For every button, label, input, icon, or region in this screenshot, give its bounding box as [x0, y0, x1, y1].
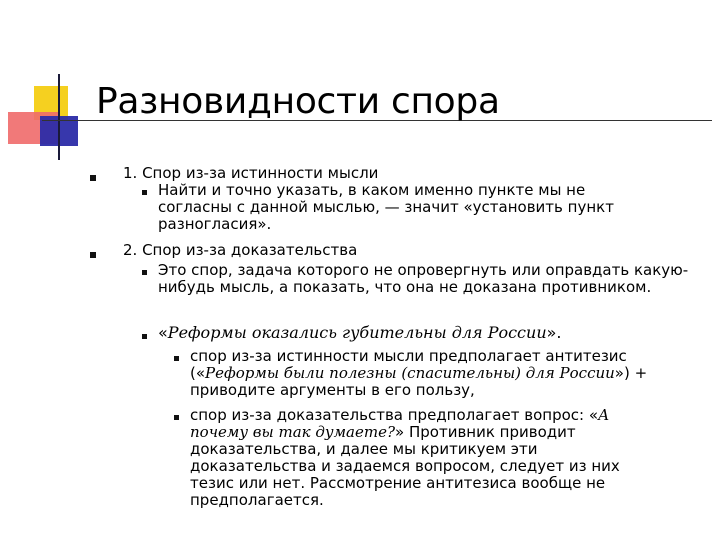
bullet-icon — [142, 190, 147, 195]
bullet-icon — [90, 175, 96, 181]
decor-vertical-line — [58, 74, 60, 160]
bullet-icon — [174, 356, 179, 361]
example-antithesis: спор из-за истинности мысли предполагает антитезис («Реформы были полезны (спасительны) для России») + приводите аргументы в его пользу, — [190, 347, 648, 399]
point-2-detail: Это спор, задача которого не опровергнуть или оправдать какую-нибудь мысль, а показать, что она не доказана противником. — [158, 261, 689, 296]
slide-title: Разновидности спора — [96, 81, 500, 122]
bullet-icon — [142, 334, 147, 339]
bullet-icon — [142, 270, 147, 275]
example-thesis: «Реформы оказались губительны для России». — [158, 323, 562, 342]
point-2: 2. Спор из-за доказательства — [123, 241, 358, 259]
bullet-icon — [90, 252, 96, 258]
point-1: 1. Спор из-за истинности мысли — [123, 164, 379, 182]
bullet-icon — [174, 415, 179, 420]
example-question: спор из-за доказательства предполагает вопрос: «А почему вы так думаете?» Противник приводит доказательства, и далее мы критикуем эти доказательства и задаемся вопросом, следует из них тезис или нет. Рассмотрение антитезиса вообще не предполагается. — [190, 406, 620, 509]
point-1-detail: Найти и точно указать, в каком именно пункте мы не согласны с данной мыслью, — значит «установить пункт разногласия». — [158, 181, 614, 233]
